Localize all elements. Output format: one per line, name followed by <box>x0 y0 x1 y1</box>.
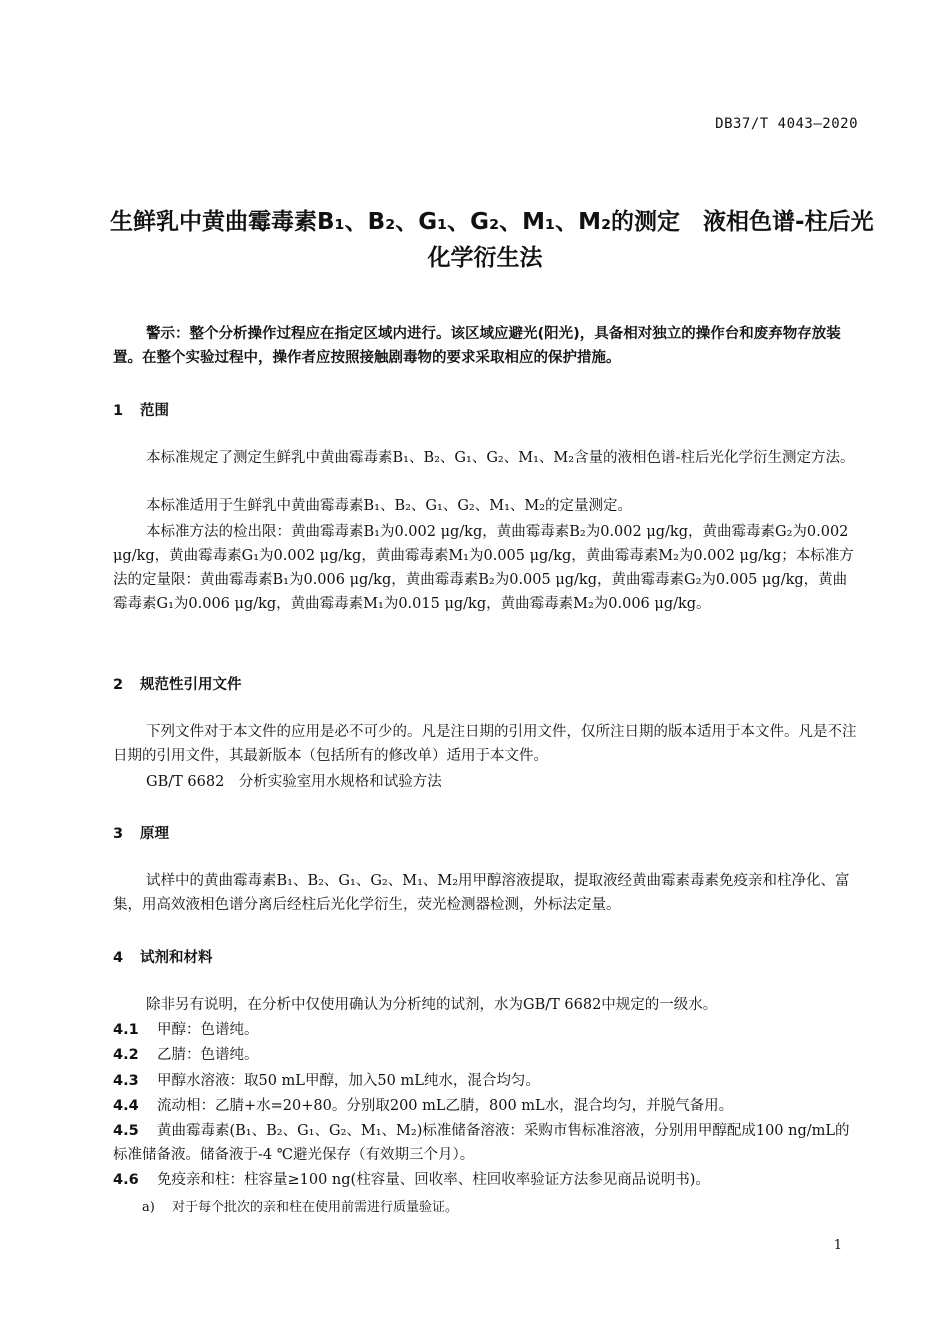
item-text: 乙腈：色谱纯。 <box>157 1047 259 1063</box>
scope-paragraph-3: 本标准方法的检出限：黄曲霉毒素B₁为0.002 μg/kg，黄曲霉毒素B₂为0.002 μg/kg，黄曲霉毒素G₂为0.002 μg/kg，黄曲霉毒素G₁为0.002 μg/kg，黄曲霉毒素M₁为0.005 μg/kg，黄曲霉毒素M₂为0.002 μg/kg；本标准方法的定量限：黄曲霉毒素B₁为0.006 μg/kg，黄曲霉毒素B₂为0.005 μg/kg，黄曲霉毒素G₂为0.005 μg/kg，黄曲霉毒素G₁为0.006 μg/kg，黄曲霉毒素M₁为0.015 μg/kg，黄曲霉毒素M₂为0.006 μg/kg。 <box>113 524 854 612</box>
item-number: 4.4 <box>113 1098 139 1114</box>
principle-paragraph: 试样中的黄曲霉毒素B₁、B₂、G₁、G₂、M₁、M₂用甲醇溶液提取，提取液经黄曲霉素毒素免疫亲和柱净化、富集，用高效液相色谱分离后经柱后光化学衍生，荧光检测器检测，外标法定量。 <box>113 873 850 913</box>
document-code: DB37/T 4043—2020 <box>715 116 858 132</box>
section-title: 规范性引用文件 <box>140 677 242 693</box>
item-text: 黄曲霉毒素(B₁、B₂、G₁、G₂、M₁、M₂)标准储备溶液：采购市售标准溶液，分别用甲醇配成100 ng/mL的标准储备液。储备液于-4 ℃避光保存（有效期三个月）。 <box>113 1123 850 1163</box>
item-text: 流动相：乙腈+水=20+80。分别取200 mL乙腈，800 mL水，混合均匀，并脱气备用。 <box>157 1098 734 1114</box>
scope-paragraph-1: 本标准规定了测定生鲜乳中黄曲霉毒素B₁、B₂、G₁、G₂、M₁、M₂含量的液相色谱-柱后光化学衍生测定方法。 <box>146 450 855 466</box>
references-paragraph: 下列文件对于本文件的应用是必不可少的。凡是注日期的引用文件，仅所注日期的版本适用于本文件。凡是不注日期的引用文件，其最新版本（包括所有的修改单）适用于本文件。 <box>113 724 857 764</box>
note-number: a) <box>142 1200 155 1215</box>
reagent-note <box>142 1196 458 1215</box>
section-heading-reagents <box>113 946 213 967</box>
item-number: 4.5 <box>113 1123 139 1139</box>
item-text: 甲醇水溶液：取50 mL甲醇，加入50 mL纯水，混合均匀。 <box>157 1073 540 1089</box>
title-line-1: 生鲜乳中黄曲霉毒素B₁、B₂、G₁、G₂、M₁、M₂的测定 液相色谱-柱后光 <box>110 209 874 235</box>
reagent-item <box>113 1018 859 1042</box>
section-heading-principle <box>113 822 169 843</box>
section-title: 范围 <box>140 403 169 419</box>
note-text: 对于每个批次的亲和柱在使用前需进行质量验证。 <box>172 1200 459 1215</box>
reagent-item <box>113 1168 859 1192</box>
section-heading-references <box>113 673 242 694</box>
warning-paragraph: 警示：整个分析操作过程应在指定区域内进行。该区域应避光(阳光)，具备相对独立的操作台和废弃物存放装置。在整个实验过程中，操作者应按照接触剧毒物的要求采取相应的保护措施。 <box>113 326 841 366</box>
item-text: 甲醇：色谱纯。 <box>157 1022 259 1038</box>
item-number: 4.6 <box>113 1172 139 1188</box>
section-number: 1 <box>113 403 124 419</box>
reagents-intro: 除非另有说明，在分析中仅使用确认为分析纯的试剂，水为GB/T 6682中规定的一级水。 <box>146 997 718 1013</box>
item-text: 免疫亲和柱：柱容量≥100 ng(柱容量、回收率、柱回收率验证方法参见商品说明书)。 <box>157 1172 710 1188</box>
title-line-2: 化学衍生法 <box>427 245 543 271</box>
section-number: 2 <box>113 677 124 693</box>
item-number: 4.1 <box>113 1022 139 1038</box>
section-title: 原理 <box>140 826 169 842</box>
reagent-item <box>113 1119 859 1167</box>
item-number: 4.3 <box>113 1073 139 1089</box>
page-number: 1 <box>833 1238 842 1253</box>
item-number: 4.2 <box>113 1047 139 1063</box>
section-number: 4 <box>113 950 124 966</box>
reagent-item <box>113 1069 859 1093</box>
reagent-item <box>113 1094 859 1118</box>
reagent-item <box>113 1043 859 1067</box>
scope-paragraph-2: 本标准适用于生鲜乳中黄曲霉毒素B₁、B₂、G₁、G₂、M₁、M₂的定量测定。 <box>146 498 633 514</box>
document-title <box>110 204 874 276</box>
section-title: 试剂和材料 <box>140 950 213 966</box>
section-number: 3 <box>113 826 124 842</box>
reference-item: GB/T 6682 分析实验室用水规格和试验方法 <box>146 774 442 790</box>
section-heading-scope <box>113 399 169 420</box>
